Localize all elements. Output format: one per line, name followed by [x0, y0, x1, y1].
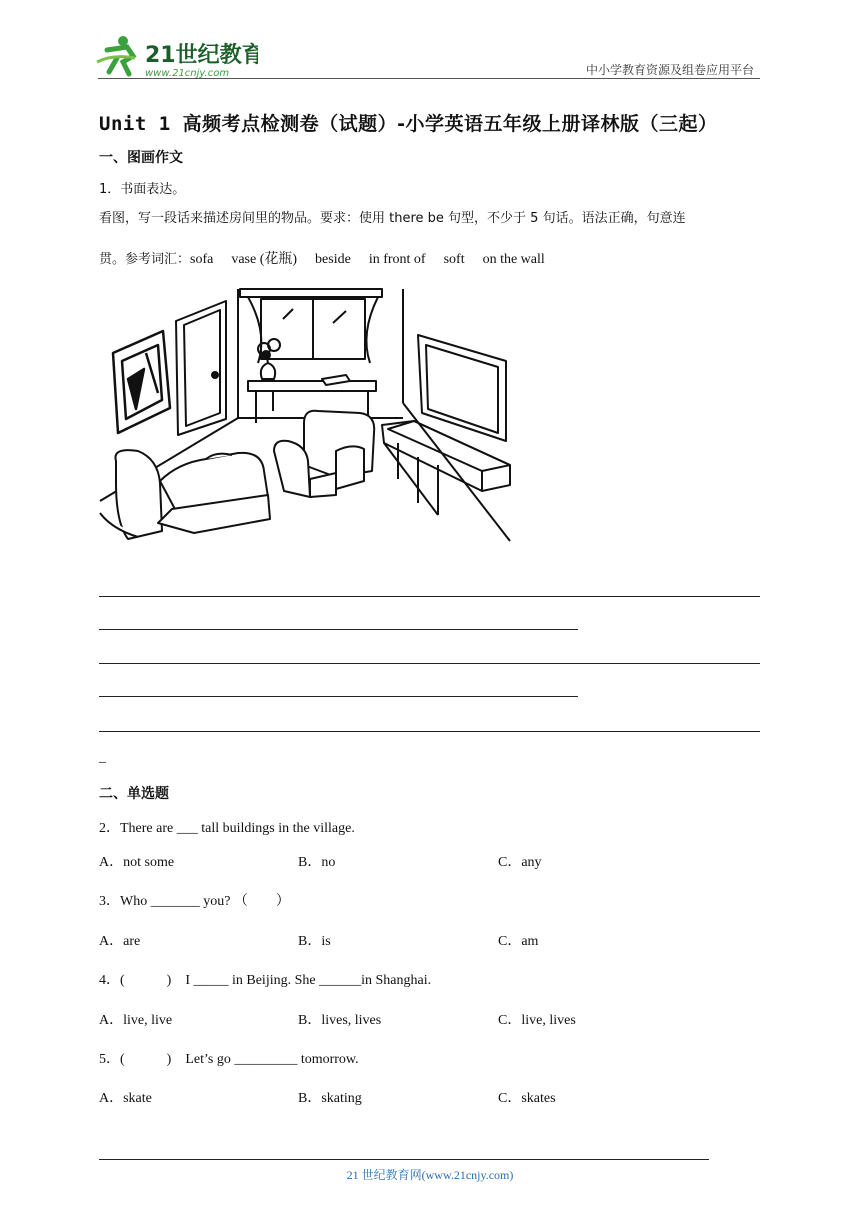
- question-2-stem: 2．There are ___ tall buildings in the village.: [99, 821, 355, 836]
- question-5-option-c[interactable]: C．skates: [498, 1091, 556, 1106]
- vocab-word: in front of: [368, 252, 426, 267]
- vocab-word: vase (花瓶): [231, 252, 298, 267]
- vocab-word: on the wall: [482, 252, 545, 267]
- question-3-option-c[interactable]: C．am: [498, 934, 539, 949]
- answer-line[interactable]: [99, 696, 578, 697]
- door: [176, 301, 226, 435]
- answer-line[interactable]: [99, 629, 578, 630]
- section-heading-choice: 二、单选题: [99, 786, 169, 802]
- runner-icon: [97, 36, 135, 74]
- footer-link[interactable]: 21 世纪教育网(www.21cnjy.com): [346, 1168, 514, 1182]
- vocab-word: beside: [315, 252, 351, 267]
- question-4-option-c[interactable]: C．live, lives: [498, 1013, 576, 1028]
- window: [240, 289, 382, 363]
- section-heading-writing: 一、图画作文: [99, 150, 183, 166]
- room-illustration: [98, 283, 512, 547]
- trailing-underscore: _: [99, 750, 106, 765]
- question-5-option-b[interactable]: B．skating: [298, 1091, 362, 1106]
- question-1-label: 1．书面表达。: [99, 182, 186, 197]
- question-5-stem: 5．( ) Let’s go _________ tomorrow.: [99, 1052, 359, 1067]
- armchair: [274, 411, 374, 497]
- vocab-word: soft: [443, 252, 465, 267]
- book: [322, 375, 350, 385]
- question-1-instruction: 看图，写一段话来描述房间里的物品。要求：使用 there be 句型，不少于 5 句话。语法正确，句意连: [99, 211, 686, 226]
- svg-text:www.21cnjy.com: www.21cnjy.com: [145, 68, 230, 79]
- page-title: Unit 1 高频考点检测卷（试题）-小学英语五年级上册译林版（三起）: [99, 113, 718, 135]
- question-3-option-b[interactable]: B．is: [298, 934, 331, 949]
- question-2-option-c[interactable]: C．any: [498, 855, 542, 870]
- question-4-option-b[interactable]: B．lives, lives: [298, 1013, 382, 1028]
- question-2-option-a[interactable]: A．not some: [99, 855, 175, 870]
- site-logo: [93, 32, 258, 80]
- svg-text:21世纪教育: 21世纪教育: [145, 43, 258, 68]
- vocab-list: 贯。参考词汇：sofa vase (花瓶) beside in front of soft on the wall: [99, 252, 545, 267]
- answer-line[interactable]: [99, 596, 760, 597]
- question-4-option-a[interactable]: A．live, live: [99, 1013, 173, 1028]
- question-2-option-b[interactable]: B．no: [298, 855, 336, 870]
- answer-line[interactable]: [99, 731, 760, 732]
- question-3-option-a[interactable]: A．are: [99, 934, 141, 949]
- wall-painting: [113, 331, 170, 433]
- vocab-word: sofa: [190, 252, 214, 267]
- question-3-stem: 3．Who _______ you? （ ）: [99, 894, 290, 909]
- platform-name: 中小学教育资源及组卷应用平台: [585, 63, 754, 77]
- question-5-option-a[interactable]: A．skate: [99, 1091, 152, 1106]
- header-divider: [98, 78, 760, 79]
- sofa-large: [100, 450, 270, 539]
- tv: [418, 335, 506, 441]
- question-4-stem: 4．( ) I _____ in Beijing. She ______in Shanghai.: [99, 973, 432, 988]
- footer-divider: [99, 1159, 709, 1160]
- answer-line[interactable]: [99, 663, 760, 664]
